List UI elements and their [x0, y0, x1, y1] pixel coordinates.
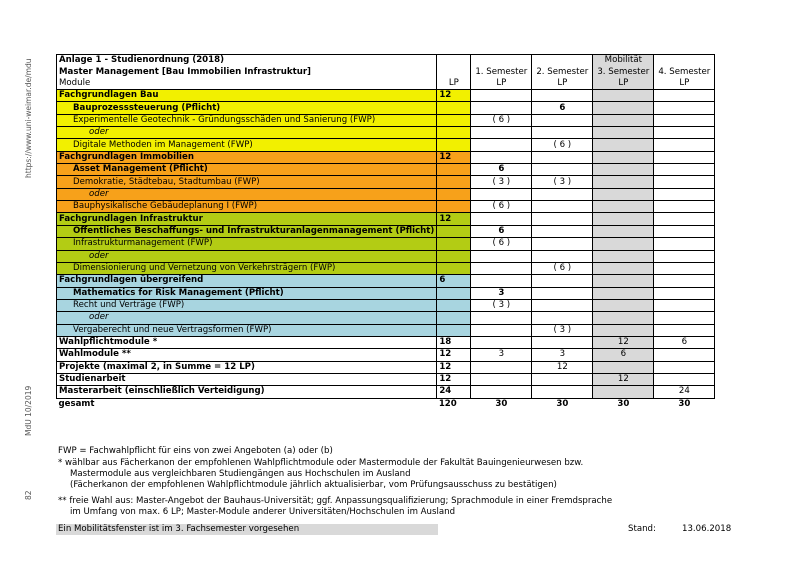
table-row	[57, 312, 715, 324]
module-name: Fachgrundlagen übergreifend	[57, 275, 437, 287]
semester-4-lp	[654, 373, 715, 385]
table-row	[57, 176, 715, 188]
module-lp	[437, 312, 471, 324]
table-row	[57, 361, 715, 373]
module-name: oder	[57, 127, 437, 139]
modules-label: Module	[57, 78, 437, 90]
total-label: gesamt	[57, 398, 437, 410]
semester-1-lp	[471, 151, 532, 163]
semester-2-lp: ( 6 )	[532, 262, 593, 274]
module-lp: 12	[437, 361, 471, 373]
semester-3-lp	[593, 225, 654, 237]
semester-2-lp: 3	[532, 349, 593, 361]
module-name: Recht und Verträge (FWP)	[57, 299, 437, 311]
footnote-star-1: * wählbar aus Fächerkanon der empfohlenen Wahlpflichtmodule oder Mastermodule der Fakultät Bauingenieurwesen bzw.	[58, 458, 584, 468]
table-row	[57, 188, 715, 200]
sem3-label: 3. Semester	[593, 66, 654, 77]
module-lp: 18	[437, 336, 471, 348]
semester-4-lp	[654, 213, 715, 225]
semester-2-lp	[532, 188, 593, 200]
semester-1-lp	[471, 188, 532, 200]
semester-2-lp	[532, 373, 593, 385]
semester-4-lp	[654, 324, 715, 336]
semester-3-lp	[593, 299, 654, 311]
semester-4-lp	[654, 349, 715, 361]
total-semester-1: 30	[471, 398, 532, 410]
module-name: Fachgrundlagen Bau	[57, 90, 437, 102]
module-lp: 12	[437, 213, 471, 225]
module-lp	[437, 114, 471, 126]
semester-4-lp	[654, 114, 715, 126]
semester-4-lp: 24	[654, 386, 715, 398]
mobility-label: Mobilität	[593, 55, 654, 67]
semester-3-lp	[593, 188, 654, 200]
semester-2-lp	[532, 90, 593, 102]
semester-3-lp	[593, 238, 654, 250]
table-row	[57, 127, 715, 139]
module-lp	[437, 324, 471, 336]
semester-3-lp	[593, 386, 654, 398]
module-lp	[437, 238, 471, 250]
semester-1-lp: 6	[471, 164, 532, 176]
semester-4-lp	[654, 275, 715, 287]
module-lp	[437, 299, 471, 311]
table-row	[57, 151, 715, 163]
semester-3-lp	[593, 114, 654, 126]
semester-2-lp: 12	[532, 361, 593, 373]
footnote-dstar-1: ** freie Wahl aus: Master-Angebot der Bauhaus-Universität; ggf. Anpassungsqualifizierung; Sprachmodule in einer Fremdsprache	[58, 496, 613, 506]
semester-2-lp: ( 3 )	[532, 176, 593, 188]
total-semester-4: 30	[654, 398, 715, 410]
table-row	[57, 324, 715, 336]
semester-1-lp	[471, 336, 532, 348]
semester-2-lp	[532, 225, 593, 237]
module-name: oder	[57, 188, 437, 200]
semester-1-lp: 6	[471, 225, 532, 237]
semester-2-lp: 6	[532, 102, 593, 114]
table-row	[57, 336, 715, 348]
program-title: Master Management [Bau Immobilien Infrastruktur]	[57, 66, 437, 77]
module-lp: 12	[437, 151, 471, 163]
semester-3-lp	[593, 312, 654, 324]
table-row	[57, 299, 715, 311]
module-lp	[437, 176, 471, 188]
semester-1-lp: ( 3 )	[471, 176, 532, 188]
semester-1-lp: ( 6 )	[471, 238, 532, 250]
module-name: Dimensionierung und Vernetzung von Verkehrsträgern (FWP)	[57, 262, 437, 274]
semester-2-lp	[532, 151, 593, 163]
semester-4-lp	[654, 361, 715, 373]
semester-4-lp	[654, 102, 715, 114]
semester-3-lp	[593, 139, 654, 151]
semester-2-lp	[532, 287, 593, 299]
module-lp: 24	[437, 386, 471, 398]
table-row	[57, 102, 715, 114]
semester-2-lp	[532, 213, 593, 225]
semester-3-lp	[593, 102, 654, 114]
semester-1-lp: 3	[471, 287, 532, 299]
module-name: Vergaberecht und neue Vertragsformen (FWP)	[57, 324, 437, 336]
module-name: Fachgrundlagen Infrastruktur	[57, 213, 437, 225]
table-row	[57, 373, 715, 385]
table-row	[57, 349, 715, 361]
table-row	[57, 238, 715, 250]
module-name: Wahlmodule **	[57, 349, 437, 361]
semester-3-lp	[593, 127, 654, 139]
header-row-1	[57, 55, 715, 67]
semester-4-lp	[654, 238, 715, 250]
table-row	[57, 386, 715, 398]
module-name: Infrastrukturmanagement (FWP)	[57, 238, 437, 250]
table-row	[57, 139, 715, 151]
semester-3-lp	[593, 201, 654, 213]
stand-label: Stand:	[628, 524, 656, 534]
module-name: oder	[57, 312, 437, 324]
sem3-unit: LP	[593, 78, 654, 90]
sem2-label: 2. Semester	[532, 66, 593, 77]
semester-2-lp	[532, 299, 593, 311]
module-lp: 12	[437, 349, 471, 361]
semester-1-lp	[471, 139, 532, 151]
semester-1-lp	[471, 386, 532, 398]
semester-1-lp: ( 6 )	[471, 114, 532, 126]
module-name: Projekte (maximal 2, in Summe = 12 LP)	[57, 361, 437, 373]
semester-1-lp	[471, 213, 532, 225]
semester-1-lp	[471, 250, 532, 262]
module-lp	[437, 127, 471, 139]
module-name: Digitale Methoden im Management (FWP)	[57, 139, 437, 151]
footnote-dstar-2: im Umfang von max. 6 LP; Master-Module anderer Universitäten/Hochschulen im Ausland	[70, 507, 456, 517]
table-row	[57, 213, 715, 225]
semester-3-lp	[593, 90, 654, 102]
semester-1-lp	[471, 324, 532, 336]
module-lp	[437, 164, 471, 176]
module-name: Öffentliches Beschaffungs- und Infrastrukturanlagenmanagement (Pflicht)	[57, 225, 437, 237]
semester-2-lp	[532, 336, 593, 348]
semester-4-lp	[654, 188, 715, 200]
table-row	[57, 201, 715, 213]
semester-2-lp	[532, 275, 593, 287]
semester-4-lp	[654, 312, 715, 324]
module-name: Mathematics for Risk Management (Pflicht)	[57, 287, 437, 299]
semester-3-lp: 12	[593, 336, 654, 348]
stand-date: 13.06.2018	[682, 524, 732, 534]
module-lp	[437, 139, 471, 151]
side-issue: MdU 10/2019	[24, 385, 33, 436]
module-lp	[437, 102, 471, 114]
total-lp: 120	[437, 398, 471, 410]
semester-4-lp	[654, 225, 715, 237]
semester-4-lp	[654, 201, 715, 213]
semester-1-lp: 3	[471, 349, 532, 361]
table-row	[57, 250, 715, 262]
semester-4-lp	[654, 176, 715, 188]
module-lp: 6	[437, 275, 471, 287]
mobility-note: Ein Mobilitätsfenster ist im 3. Fachsemester vorgesehen	[56, 524, 438, 535]
module-lp	[437, 250, 471, 262]
total-semester-3: 30	[593, 398, 654, 410]
semester-1-lp	[471, 127, 532, 139]
semester-3-lp	[593, 176, 654, 188]
table-row	[57, 225, 715, 237]
total-semester-2: 30	[532, 398, 593, 410]
semester-2-lp	[532, 201, 593, 213]
semester-3-lp	[593, 361, 654, 373]
module-lp	[437, 225, 471, 237]
semester-1-lp	[471, 373, 532, 385]
table-row	[57, 114, 715, 126]
sem2-unit: LP	[532, 78, 593, 90]
table-row	[57, 287, 715, 299]
semester-1-lp	[471, 361, 532, 373]
semester-2-lp	[532, 386, 593, 398]
module-name: Bauphysikalische Gebäudeplanung I (FWP)	[57, 201, 437, 213]
semester-1-lp	[471, 312, 532, 324]
total-row	[57, 398, 715, 410]
semester-3-lp	[593, 262, 654, 274]
table-row	[57, 275, 715, 287]
side-page-number: 82	[24, 490, 33, 500]
header-row-3	[57, 78, 715, 90]
semester-1-lp	[471, 262, 532, 274]
semester-3-lp: 6	[593, 349, 654, 361]
semester-4-lp: 6	[654, 336, 715, 348]
sem4-unit: LP	[654, 78, 715, 90]
table-row	[57, 164, 715, 176]
semester-3-lp: 12	[593, 373, 654, 385]
footnote-star-2: Mastermodule aus vergleichbaren Studiengängen aus Hochschulen im Ausland	[70, 469, 411, 479]
semester-4-lp	[654, 164, 715, 176]
semester-1-lp: ( 3 )	[471, 299, 532, 311]
semester-3-lp	[593, 324, 654, 336]
sem4-label: 4. Semester	[654, 66, 715, 77]
semester-2-lp	[532, 114, 593, 126]
module-lp	[437, 287, 471, 299]
semester-4-lp	[654, 299, 715, 311]
semester-4-lp	[654, 151, 715, 163]
module-name: Studienarbeit	[57, 373, 437, 385]
semester-2-lp: ( 3 )	[532, 324, 593, 336]
doc-title: Anlage 1 - Studienordnung (2018)	[57, 55, 437, 67]
table-row	[57, 262, 715, 274]
semester-2-lp	[532, 250, 593, 262]
module-name: Experimentelle Geotechnik - Gründungsschäden und Sanierung (FWP)	[57, 114, 437, 126]
side-url: https://www.uni-weimar.de/mdu	[24, 58, 33, 178]
semester-2-lp	[532, 312, 593, 324]
module-name: Bauprozesssteuerung (Pflicht)	[57, 102, 437, 114]
module-name: Asset Management (Pflicht)	[57, 164, 437, 176]
semester-4-lp	[654, 139, 715, 151]
module-lp	[437, 201, 471, 213]
semester-4-lp	[654, 127, 715, 139]
header-row-2	[57, 66, 715, 77]
sem1-label: 1. Semester	[471, 66, 532, 77]
lp-label: LP	[437, 78, 471, 90]
footnote-star-3: (Fächerkanon der empfohlenen Wahlpflichtmodule jährlich aktualisierbar, vom Prüfungsausschuss zu bestätigen)	[70, 480, 557, 490]
semester-3-lp	[593, 151, 654, 163]
table-row	[57, 90, 715, 102]
semester-4-lp	[654, 250, 715, 262]
semester-2-lp	[532, 238, 593, 250]
semester-4-lp	[654, 287, 715, 299]
sem1-unit: LP	[471, 78, 532, 90]
semester-1-lp	[471, 275, 532, 287]
semester-3-lp	[593, 275, 654, 287]
semester-1-lp	[471, 102, 532, 114]
module-lp: 12	[437, 373, 471, 385]
module-lp	[437, 188, 471, 200]
semester-2-lp	[532, 127, 593, 139]
semester-1-lp: ( 6 )	[471, 201, 532, 213]
module-lp	[437, 262, 471, 274]
footnote-fwp: FWP = Fachwahlpflicht für eins von zwei Angeboten (a) oder (b)	[58, 446, 333, 456]
semester-3-lp	[593, 250, 654, 262]
module-name: Fachgrundlagen Immobilien	[57, 151, 437, 163]
module-name: Masterarbeit (einschließlich Verteidigung)	[57, 386, 437, 398]
module-name: Demokratie, Städtebau, Stadtumbau (FWP)	[57, 176, 437, 188]
semester-2-lp: ( 6 )	[532, 139, 593, 151]
semester-4-lp	[654, 262, 715, 274]
semester-1-lp	[471, 90, 532, 102]
semester-3-lp	[593, 213, 654, 225]
module-name: Wahlpflichtmodule *	[57, 336, 437, 348]
module-name: oder	[57, 250, 437, 262]
module-lp: 12	[437, 90, 471, 102]
study-plan-table	[56, 54, 715, 410]
semester-4-lp	[654, 90, 715, 102]
semester-3-lp	[593, 164, 654, 176]
semester-3-lp	[593, 287, 654, 299]
semester-2-lp	[532, 164, 593, 176]
